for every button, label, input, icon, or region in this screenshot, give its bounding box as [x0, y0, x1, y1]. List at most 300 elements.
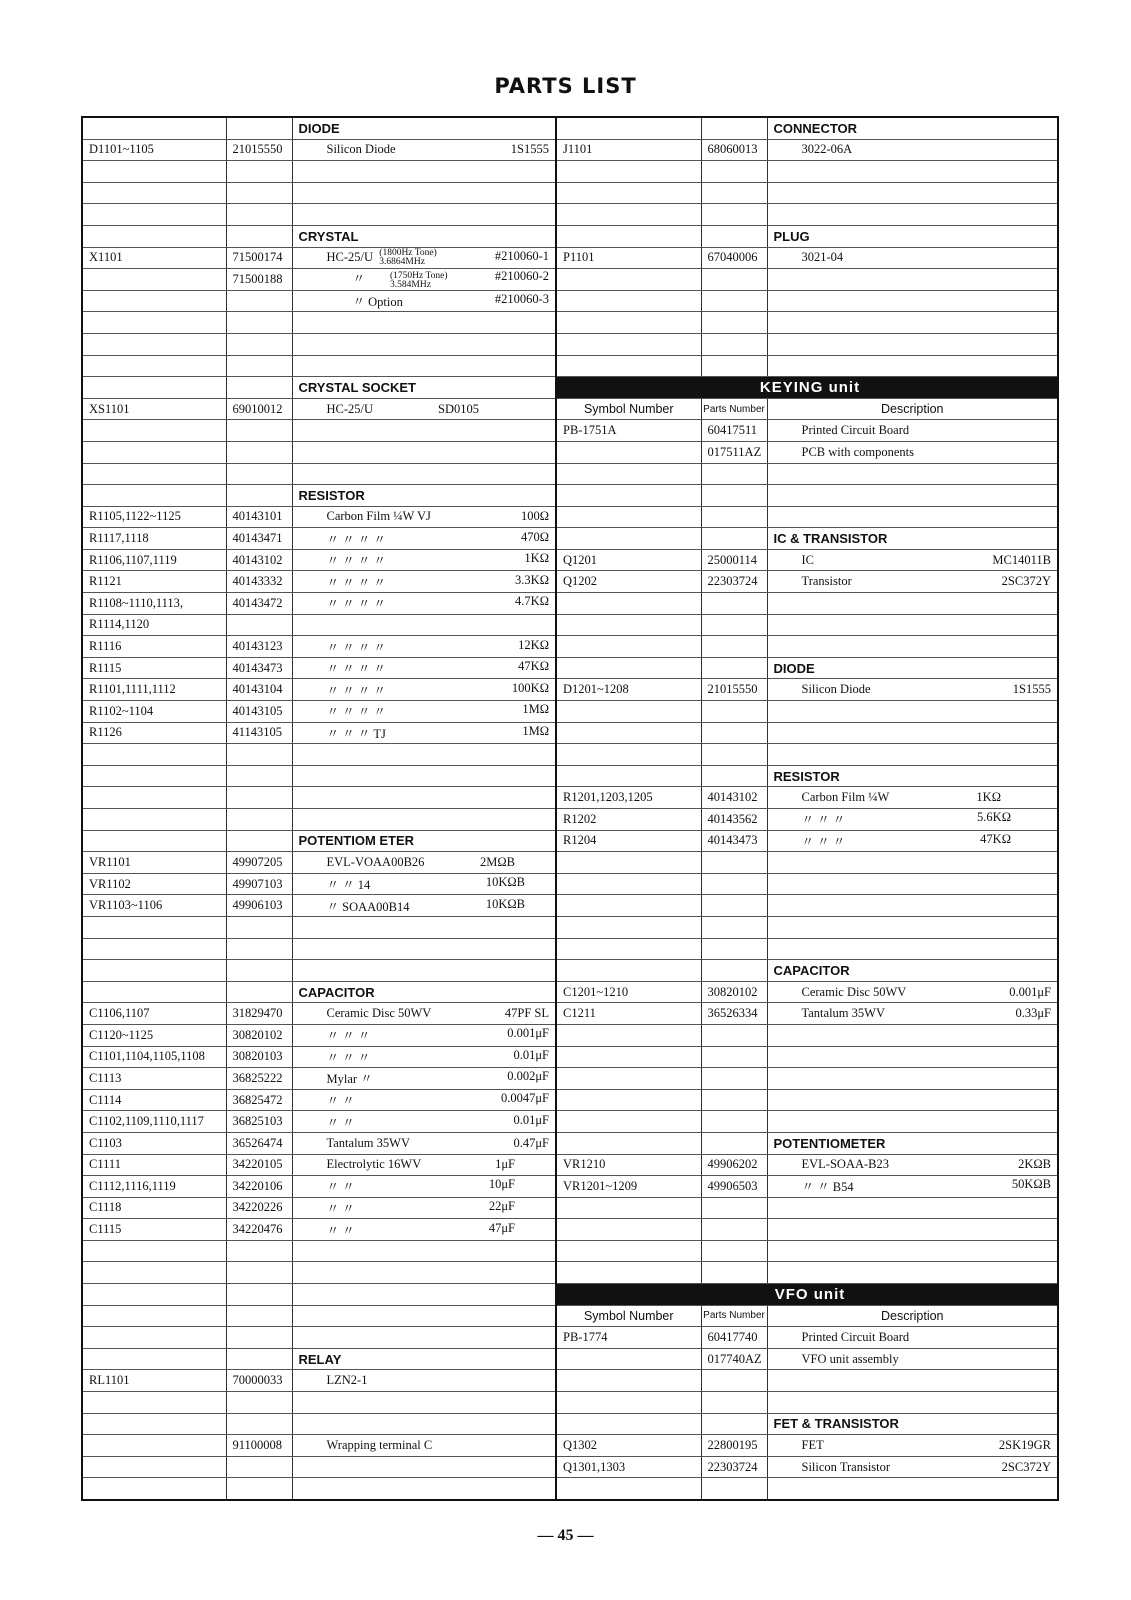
table-cell: 49907103: [226, 873, 292, 895]
table-cell: [701, 657, 767, 679]
table-cell: [82, 204, 226, 226]
table-cell: [82, 333, 226, 355]
table-cell: 〃 〃 B54 50KΩB: [767, 1176, 1058, 1198]
table-cell: C1201~1210: [556, 981, 701, 1003]
table-cell: 〃 〃 〃 〃 100KΩ: [292, 679, 556, 701]
table-cell: [226, 441, 292, 463]
table-cell: VR1101: [82, 852, 226, 874]
table-cell: R1202: [556, 809, 701, 831]
table-cell: 〃 〃 〃 0.01μF: [292, 1046, 556, 1068]
table-cell: [767, 1068, 1058, 1090]
table-row: [82, 1197, 1058, 1219]
table-cell: [556, 1240, 701, 1262]
table-cell: R1116: [82, 636, 226, 658]
description-cell: Silicon Diode 1S1555: [292, 139, 556, 161]
table-cell: 40143102: [226, 549, 292, 571]
table-cell: [292, 204, 556, 226]
table-cell: [556, 528, 701, 550]
table-cell: C1114: [82, 1089, 226, 1111]
table-cell: [226, 377, 292, 399]
table-cell: 71500188: [226, 269, 292, 291]
table-row: [82, 1089, 1058, 1111]
table-cell: [292, 1413, 556, 1435]
table-cell: [292, 1262, 556, 1284]
table-cell: [82, 1262, 226, 1284]
table-row: [82, 161, 1058, 183]
table-cell: [701, 1413, 767, 1435]
table-cell: Electrolytic 16WV 1μF: [292, 1154, 556, 1176]
table-cell: 49907205: [226, 852, 292, 874]
table-cell: [82, 312, 226, 334]
table-cell: [767, 290, 1058, 312]
table-cell: R1115: [82, 657, 226, 679]
table-cell: [767, 485, 1058, 507]
table-cell: [701, 852, 767, 874]
table-cell: C1120~1125: [82, 1024, 226, 1046]
table-cell: 21015550: [701, 679, 767, 701]
table-cell: [82, 981, 226, 1003]
table-cell: [556, 722, 701, 744]
table-row: [82, 593, 1058, 615]
table-cell: [767, 204, 1058, 226]
table-cell: [701, 204, 767, 226]
table-cell: [226, 916, 292, 938]
table-row: [82, 485, 1058, 507]
table-cell: [556, 1478, 701, 1500]
table-cell: 34220105: [226, 1154, 292, 1176]
table-cell: 49906103: [226, 895, 292, 917]
table-cell: 40143471: [226, 528, 292, 550]
table-row: [82, 895, 1058, 917]
table-cell: R1114,1120: [82, 614, 226, 636]
section-header-ic-transistor: IC & TRANSISTOR: [767, 528, 1058, 550]
table-row: [82, 420, 1058, 442]
table-cell: 〃 〃 10μF: [292, 1176, 556, 1198]
table-row: [82, 1024, 1058, 1046]
table-cell: [701, 1240, 767, 1262]
table-cell: [82, 809, 226, 831]
table-row: [82, 765, 1058, 787]
table-cell: [226, 1305, 292, 1327]
table-cell: [292, 333, 556, 355]
table-cell: [226, 1413, 292, 1435]
table-cell: [82, 1478, 226, 1500]
table-cell: [556, 1392, 701, 1414]
section-header-capacitor-right: CAPACITOR: [767, 960, 1058, 982]
table-cell: C1118: [82, 1197, 226, 1219]
table-cell: [701, 1219, 767, 1241]
table-cell: [701, 593, 767, 615]
table-cell: [767, 312, 1058, 334]
table-cell: 67040006: [701, 247, 767, 269]
table-cell: [556, 895, 701, 917]
table-row: [82, 204, 1058, 226]
table-cell: [292, 765, 556, 787]
table-cell: [556, 873, 701, 895]
table-cell: 〃 〃 14 10KΩB: [292, 873, 556, 895]
table-cell: [556, 1132, 701, 1154]
table-row: [82, 1046, 1058, 1068]
table-cell: R1108~1110,1113,: [82, 593, 226, 615]
table-cell: [226, 830, 292, 852]
table-cell: C1111: [82, 1154, 226, 1176]
table-cell: IC MC14011B: [767, 549, 1058, 571]
table-cell: 40143473: [226, 657, 292, 679]
table-cell: [767, 722, 1058, 744]
table-cell: [701, 1197, 767, 1219]
table-cell: 36526474: [226, 1132, 292, 1154]
table-cell: [767, 463, 1058, 485]
table-cell: [292, 1478, 556, 1500]
table-row: [82, 1176, 1058, 1198]
table-cell: [82, 1392, 226, 1414]
section-header-relay: RELAY: [292, 1348, 556, 1370]
table-cell: LZN2-1: [292, 1370, 556, 1392]
table-cell: [556, 1197, 701, 1219]
table-cell: [556, 312, 701, 334]
table-cell: Tantalum 35WV 0.47μF: [292, 1132, 556, 1154]
table-cell: [226, 614, 292, 636]
table-cell: Ceramic Disc 50WV 0.001μF: [767, 981, 1058, 1003]
table-cell: [767, 593, 1058, 615]
table-cell: Q1301,1303: [556, 1456, 701, 1478]
table-cell: [556, 1111, 701, 1133]
table-row: [82, 1240, 1058, 1262]
table-row: [82, 830, 1058, 852]
table-cell: [226, 1284, 292, 1306]
table-cell: [226, 1478, 292, 1500]
table-row: [82, 722, 1058, 744]
table-cell: 〃 〃 〃 47KΩ: [767, 830, 1058, 852]
table-cell: [82, 355, 226, 377]
table-cell: [226, 290, 292, 312]
table-cell: [556, 1348, 701, 1370]
table-cell: [82, 916, 226, 938]
table-cell: 36825103: [226, 1111, 292, 1133]
table-cell: [292, 787, 556, 809]
table-cell: [82, 1413, 226, 1435]
table-row: [82, 441, 1058, 463]
table-cell: PCB with components: [767, 441, 1058, 463]
page-number: — 45 —: [537, 1527, 594, 1544]
table-cell: [701, 225, 767, 247]
table-row: [82, 1478, 1058, 1500]
table-row: [82, 1348, 1058, 1370]
table-cell: Ceramic Disc 50WV 47PF SL: [292, 1003, 556, 1025]
table-cell: HC-25/U SD0105: [292, 398, 556, 420]
table-cell: [556, 117, 701, 139]
table-cell: D1201~1208: [556, 679, 701, 701]
table-cell: [556, 485, 701, 507]
table-cell: 〃 SOAA00B14 10KΩB: [292, 895, 556, 917]
table-cell: [701, 636, 767, 658]
table-cell: [82, 960, 226, 982]
table-cell: [226, 1262, 292, 1284]
keying-unit-banner: KEYING unit: [556, 377, 1058, 399]
table-cell: [292, 916, 556, 938]
table-cell: PB-1751A: [556, 420, 701, 442]
table-cell: [556, 593, 701, 615]
table-cell: [767, 1111, 1058, 1133]
table-row: [82, 506, 1058, 528]
table-cell: 〃 〃 22μF: [292, 1197, 556, 1219]
table-cell: [292, 809, 556, 831]
table-cell: [226, 161, 292, 183]
table-row: [82, 117, 1058, 139]
table-row: [82, 701, 1058, 723]
symbol-cell: D1101~1105: [82, 139, 226, 161]
table-cell: [556, 1219, 701, 1241]
table-row: [82, 981, 1058, 1003]
table-cell: [556, 938, 701, 960]
table-cell: [292, 441, 556, 463]
table-cell: [701, 161, 767, 183]
table-cell: [701, 312, 767, 334]
table-cell: [556, 1413, 701, 1435]
table-cell: [82, 225, 226, 247]
table-cell: C1113: [82, 1068, 226, 1090]
section-header-diode-right: DIODE: [767, 657, 1058, 679]
table-cell: [226, 1240, 292, 1262]
table-row: [82, 852, 1058, 874]
table-cell: 〃 Option #210060-3: [292, 290, 556, 312]
table-cell: [767, 1240, 1058, 1262]
table-cell: [767, 873, 1058, 895]
table-row: [82, 1219, 1058, 1241]
table-cell: Carbon Film ¼W VJ 100Ω: [292, 506, 556, 528]
table-cell: [701, 1478, 767, 1500]
table-cell: [556, 614, 701, 636]
table-cell: [556, 441, 701, 463]
table-cell: [226, 744, 292, 766]
table-cell: [226, 787, 292, 809]
table-cell: [767, 161, 1058, 183]
table-cell: 〃 (1750Hz Tone) 3.584MHz #210060-2: [292, 269, 556, 291]
table-cell: 49906503: [701, 1176, 767, 1198]
table-cell: 〃 〃 〃 TJ 1MΩ: [292, 722, 556, 744]
table-cell: [701, 722, 767, 744]
table-cell: 017740AZ: [701, 1348, 767, 1370]
table-cell: [82, 765, 226, 787]
table-cell: [292, 1284, 556, 1306]
table-cell: [292, 312, 556, 334]
table-cell: 31829470: [226, 1003, 292, 1025]
table-cell: 40143123: [226, 636, 292, 658]
table-cell: [82, 787, 226, 809]
table-cell: [767, 1262, 1058, 1284]
table-cell: [292, 1392, 556, 1414]
table-cell: [556, 269, 701, 291]
table-cell: [292, 1456, 556, 1478]
table-cell: [226, 463, 292, 485]
table-cell: R1105,1122~1125: [82, 506, 226, 528]
column-header-symbol: Symbol Number: [556, 1305, 701, 1327]
table-row: [82, 873, 1058, 895]
table-row: [82, 657, 1058, 679]
table-cell: 〃 〃 〃 〃 12KΩ: [292, 636, 556, 658]
table-cell: [292, 161, 556, 183]
table-cell: [767, 614, 1058, 636]
table-cell: 34220226: [226, 1197, 292, 1219]
table-cell: [226, 355, 292, 377]
section-header-resistor: RESISTOR: [292, 485, 556, 507]
table-cell: [82, 117, 226, 139]
table-row: [82, 614, 1058, 636]
table-cell: FET 2SK19GR: [767, 1435, 1058, 1457]
table-cell: PB-1774: [556, 1327, 701, 1349]
table-cell: [226, 117, 292, 139]
table-cell: Wrapping terminal C: [292, 1435, 556, 1457]
table-cell: [556, 204, 701, 226]
table-cell: 〃 〃 〃 〃 470Ω: [292, 528, 556, 550]
table-row: [82, 139, 1058, 161]
table-cell: [701, 895, 767, 917]
table-cell: [82, 1240, 226, 1262]
table-cell: [556, 657, 701, 679]
table-cell: [701, 269, 767, 291]
table-cell: [292, 355, 556, 377]
table-row: [82, 787, 1058, 809]
table-cell: [226, 765, 292, 787]
table-cell: [701, 528, 767, 550]
table-cell: [226, 333, 292, 355]
section-header-resistor-right: RESISTOR: [767, 765, 1058, 787]
table-cell: 34220106: [226, 1176, 292, 1198]
table-cell: [701, 1370, 767, 1392]
table-cell: 〃 〃 〃 〃 3.3KΩ: [292, 571, 556, 593]
table-cell: 71500174: [226, 247, 292, 269]
table-cell: C1102,1109,1110,1117: [82, 1111, 226, 1133]
table-cell: 40143105: [226, 701, 292, 723]
table-cell: [82, 1456, 226, 1478]
table-cell: [701, 701, 767, 723]
table-cell: [767, 1197, 1058, 1219]
table-cell: [701, 873, 767, 895]
table-cell: 30820103: [226, 1046, 292, 1068]
table-row: [82, 916, 1058, 938]
table-cell: [767, 269, 1058, 291]
table-cell: 40143332: [226, 571, 292, 593]
table-cell: [556, 960, 701, 982]
table-cell: XS1101: [82, 398, 226, 420]
table-cell: [701, 765, 767, 787]
table-cell: 22800195: [701, 1435, 767, 1457]
section-header-crystal: CRYSTAL: [292, 225, 556, 247]
table-cell: Q1202: [556, 571, 701, 593]
table-cell: [82, 420, 226, 442]
table-cell: [701, 1024, 767, 1046]
section-header-diode: DIODE: [292, 117, 556, 139]
table-cell: [292, 938, 556, 960]
table-cell: [767, 1392, 1058, 1414]
table-row: [82, 571, 1058, 593]
table-row: [82, 1284, 1058, 1306]
table-cell: Printed Circuit Board: [767, 420, 1058, 442]
table-cell: VR1102: [82, 873, 226, 895]
table-cell: C1106,1107: [82, 1003, 226, 1025]
table-cell: [226, 204, 292, 226]
table-row: [82, 182, 1058, 204]
table-cell: Tantalum 35WV 0.33μF: [767, 1003, 1058, 1025]
table-cell: [701, 485, 767, 507]
table-cell: [701, 1111, 767, 1133]
table-cell: [556, 636, 701, 658]
table-cell: [226, 938, 292, 960]
table-row: [82, 377, 1058, 399]
table-cell: R1204: [556, 830, 701, 852]
table-cell: [556, 161, 701, 183]
table-cell: 〃 〃 0.01μF: [292, 1111, 556, 1133]
table-cell: [701, 1089, 767, 1111]
table-cell: 49906202: [701, 1154, 767, 1176]
table-cell: [701, 1392, 767, 1414]
table-cell: 〃 〃 〃 〃 4.7KΩ: [292, 593, 556, 615]
table-cell: [701, 463, 767, 485]
table-row: [82, 1003, 1058, 1025]
table-cell: [292, 1240, 556, 1262]
table-cell: C1101,1104,1105,1108: [82, 1046, 226, 1068]
table-cell: [767, 355, 1058, 377]
description-cell: 3022-06A: [767, 139, 1058, 161]
table-cell: 41143105: [226, 722, 292, 744]
section-header-connector: CONNECTOR: [767, 117, 1058, 139]
table-cell: [292, 744, 556, 766]
table-cell: [767, 1046, 1058, 1068]
table-row: [82, 1456, 1058, 1478]
table-cell: C1103: [82, 1132, 226, 1154]
table-row: [82, 1435, 1058, 1457]
section-header-capacitor: CAPACITOR: [292, 981, 556, 1003]
table-cell: R1101,1111,1112: [82, 679, 226, 701]
table-cell: [82, 1348, 226, 1370]
table-row: [82, 290, 1058, 312]
table-cell: [82, 1327, 226, 1349]
table-cell: [767, 1089, 1058, 1111]
table-cell: [556, 1046, 701, 1068]
table-cell: [82, 485, 226, 507]
column-header-description: Description: [767, 398, 1058, 420]
table-cell: C1211: [556, 1003, 701, 1025]
table-cell: 〃 〃 〃 〃 47KΩ: [292, 657, 556, 679]
table-cell: [767, 744, 1058, 766]
table-cell: 〃 〃 〃 5.6KΩ: [767, 809, 1058, 831]
table-cell: [226, 1392, 292, 1414]
column-header-parts-number: Parts Number: [701, 398, 767, 420]
table-cell: 34220476: [226, 1219, 292, 1241]
table-row: [82, 679, 1058, 701]
table-cell: [701, 1262, 767, 1284]
table-cell: 〃 〃 〃 0.001μF: [292, 1024, 556, 1046]
table-cell: [226, 485, 292, 507]
table-cell: VR1210: [556, 1154, 701, 1176]
table-row: [82, 636, 1058, 658]
table-cell: 30820102: [226, 1024, 292, 1046]
table-cell: [82, 377, 226, 399]
table-cell: [82, 1435, 226, 1457]
symbol-cell: J1101: [556, 139, 701, 161]
table-cell: [226, 981, 292, 1003]
table-row: [82, 528, 1058, 550]
table-cell: [226, 312, 292, 334]
table-cell: RL1101: [82, 1370, 226, 1392]
table-cell: 22303724: [701, 571, 767, 593]
table-cell: 40143104: [226, 679, 292, 701]
table-row: [82, 1068, 1058, 1090]
section-header-fet-transistor: FET & TRANSISTOR: [767, 1413, 1058, 1435]
table-cell: VR1201~1209: [556, 1176, 701, 1198]
column-header-symbol: Symbol Number: [556, 398, 701, 420]
table-cell: [556, 1089, 701, 1111]
